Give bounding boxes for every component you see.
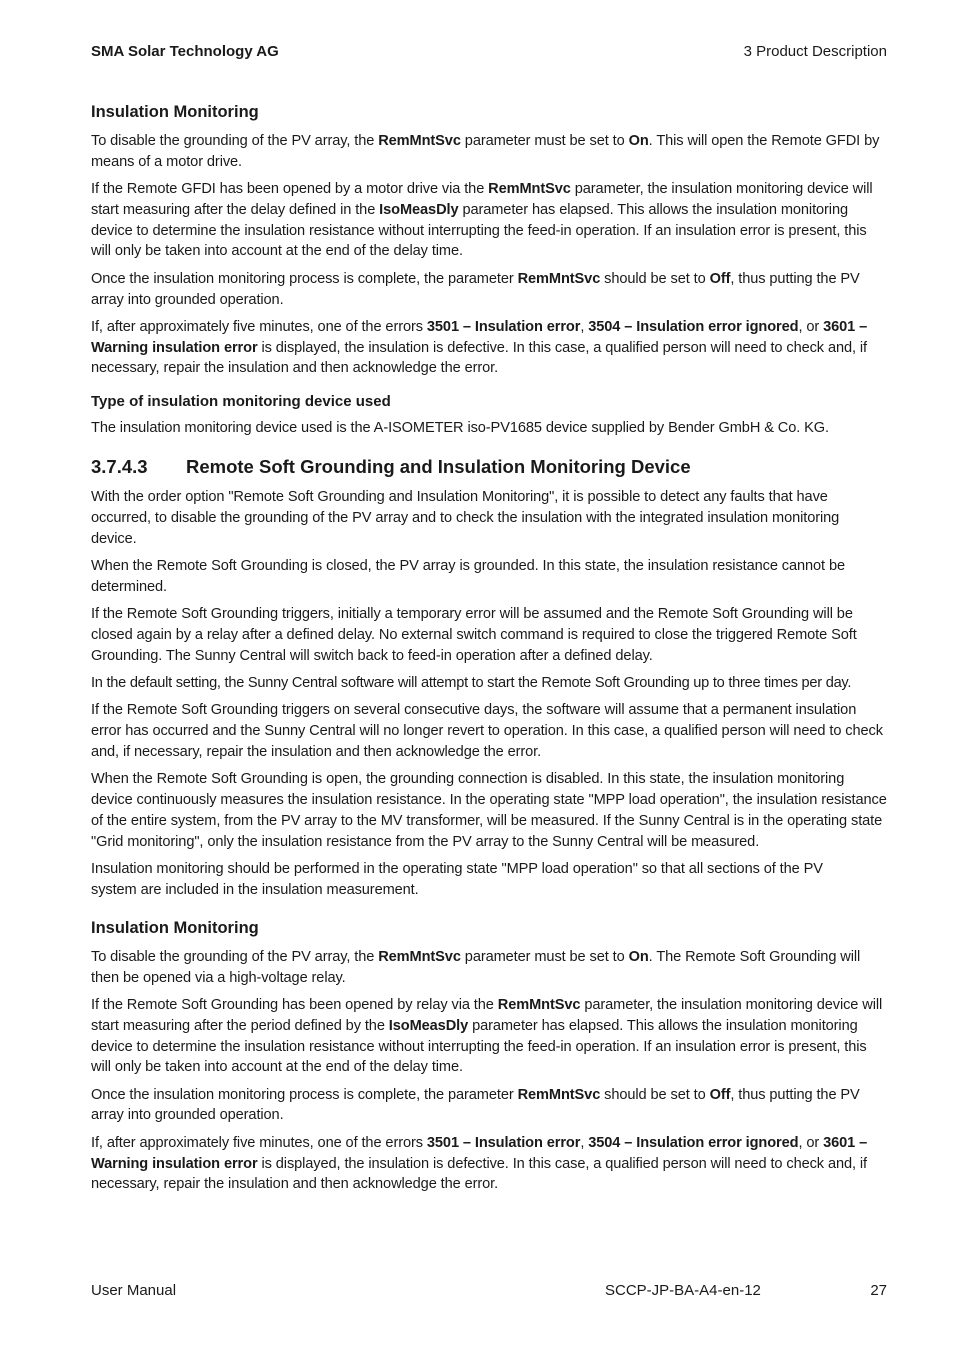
footer-doc-code: SCCP-JP-BA-A4-en-12: [605, 1282, 761, 1299]
section-title-text: Remote Soft Grounding and Insulation Monitoring Device: [186, 456, 691, 478]
paragraph: The insulation monitoring device used is the A-ISOMETER iso-PV1685 device supplied by Bender GmbH & Co. KG.: [91, 419, 829, 436]
paragraph: Once the insulation monitoring process is complete, the parameter RemMntSvc should be set to Off, thus putting the PV array into grounded operation.: [91, 1086, 860, 1124]
paragraph: Once the insulation monitoring process is complete, the parameter RemMntSvc should be set to Off, thus putting the PV array into grounded operation.: [91, 270, 860, 308]
paragraph: If the Remote Soft Grounding triggers on several consecutive days, the software will assume that a permanent insulation error has occurred and the Sunny Central will no longer revert to operation. In this case, a qualified person will need to check and, if necessary, repair the insulation and then acknowledge the error.: [91, 702, 883, 760]
section-heading-insulation-monitoring: Insulation Monitoring: [91, 103, 259, 121]
section-heading-insulation-monitoring-2: Insulation Monitoring: [91, 918, 259, 937]
paragraph: If the Remote Soft Grounding has been opened by relay via the RemMntSvc parameter, the insulation monitoring device will start measuring after the period defined by the IsoMeasDly parameter has elapsed. This allows the insulation monitoring device to determine the insulation resistance without interrupting the feed-in operation. If an insulation error is present, this will only be taken into account at the end of the delay time.: [91, 997, 883, 1076]
paragraph: To disable the grounding of the PV array, the RemMntSvc parameter must be set to On. This will open the Remote GFDI by means of a motor drive.: [91, 133, 880, 170]
paragraph: With the order option "Remote Soft Grounding and Insulation Monitoring", it is possible to detect any faults that have occurred, to disable the grounding of the PV array and to check the insulation with the integrated insulation monitoring device.: [91, 489, 840, 547]
paragraph: When the Remote Soft Grounding is open, the grounding connection is disabled. In this state, the insulation monitoring device continuously measures the insulation resistance. In the operating state "MPP load operation", the insulation resistance of the entire system, from the PV array to the MV transformer, will be measured. If the Sunny Central is in the operating state "Grid monitoring", only the insulation resistance from the PV array to the Sunny Central will be measured.: [91, 771, 887, 850]
paragraph: In the default setting, the Sunny Central software will attempt to start the Remote Soft Grounding up to three times per day.: [91, 674, 852, 691]
company-name: SMA Solar Technology AG: [91, 43, 279, 60]
paragraph: When the Remote Soft Grounding is closed, the PV array is grounded. In this state, the insulation resistance cannot be determined.: [91, 557, 845, 595]
footer-manual-label: User Manual: [91, 1282, 177, 1299]
paragraph: If, after approximately five minutes, one of the errors 3501 – Insulation error, 3504 – Insulation error ignored, or 3601 – Warning insulation error is displayed, the insulation is defective. In this case, a qualified person will need to check and, if necessary, repair the insulation and then acknowledge the error.: [91, 318, 868, 377]
subheading-device-type: Type of insulation monitoring device used: [91, 392, 391, 410]
chapter-title: 3 Product Description: [743, 43, 887, 60]
paragraph: Insulation monitoring should be performed in the operating state "MPP load operation" so that all sections of the PV system are included in the insulation measurement.: [91, 860, 823, 898]
paragraph: If, after approximately five minutes, one of the errors 3501 – Insulation error, 3504 – Insulation error ignored, or 3601 – Warning insulation error is displayed, the insulation is defective. In this case, a qualified person will need to check and, if necessary, repair the insulation and then acknowledge the error.: [91, 1134, 868, 1193]
page-content: [91, 101, 887, 1202]
paragraph: To disable the grounding of the PV array, the RemMntSvc parameter must be set to On. The Remote Soft Grounding will then be opened via a high-voltage relay.: [91, 948, 861, 986]
paragraph: If the Remote GFDI has been opened by a motor drive via the RemMntSvc parameter, the insulation monitoring device will start measuring after the delay defined in the IsoMeasDly parameter has elapsed. This allows the insulation monitoring device to determine the insulation resistance without interrupting the feed-in operation. If an insulation error is present, this will only be taken into account at the end of the delay time.: [91, 181, 873, 260]
paragraph: If the Remote Soft Grounding triggers, initially a temporary error will be assumed and the Remote Soft Grounding will be closed again by a relay after a defined delay. No external switch command is required to close the triggered Remote Soft Grounding. The Sunny Central will switch back to feed-in operation after a defined delay.: [91, 606, 857, 664]
section-number: 3.7.4.3: [91, 456, 148, 478]
page-number: 27: [870, 1282, 887, 1299]
section-title-3-7-4-3: [91, 455, 887, 479]
page-header: [91, 43, 887, 60]
